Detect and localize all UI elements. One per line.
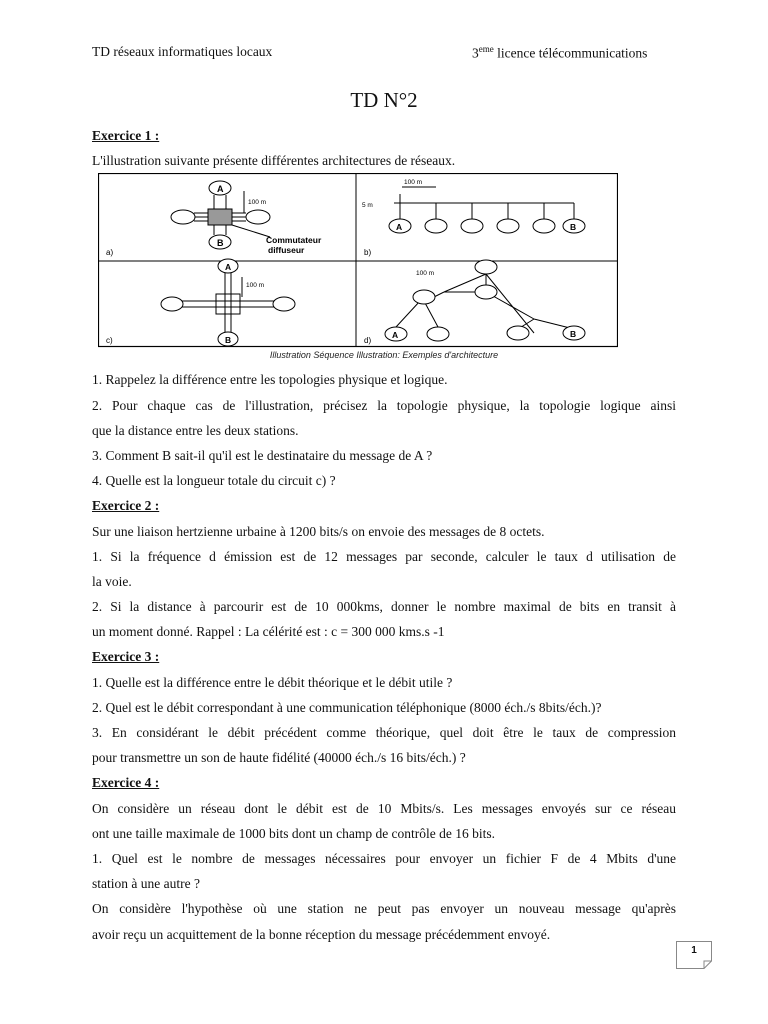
network-architectures-figure — [92, 173, 676, 367]
exercise-4-heading: Exercice 4 : — [92, 775, 160, 791]
panel-a-station-b-label: B — [217, 238, 224, 249]
panel-b-distance-label: 100 m — [404, 179, 423, 187]
exercise-1-question-1: 1. Rappelez la différence entre les topologies physique et logique. — [92, 372, 448, 388]
exercise-4-line-6: avoir reçu un acquittement de la bonne réception du message précédemment envoyé. — [92, 926, 551, 942]
panel-d-station-b-label: B — [570, 329, 577, 340]
exercise-1-heading: Exercice 1 : — [92, 128, 160, 143]
exercise-1-question-4: 4. Quelle est la longueur totale du circuit c) ? — [92, 473, 336, 489]
panel-d-distance-label: 100 m — [416, 270, 435, 278]
exercise-4-line-4: station à une autre ? — [92, 876, 200, 892]
panel-d-station-a-label: A — [392, 330, 399, 341]
panel-a-distance-label: 100 m — [248, 199, 267, 207]
panel-b-height-label: 5 m — [362, 202, 373, 210]
exercise-2-heading: Exercice 2 : — [92, 498, 160, 514]
page-number: 1 — [691, 945, 697, 956]
exercise-4-line-3: 1. Quel est le nombre de messages nécessaires pour envoyer un fichier F de 4 Mbits d'une — [92, 850, 676, 866]
panel-b-bus — [389, 187, 585, 233]
header-level-number: 3 — [472, 45, 479, 61]
exercise-3-line-2: 2. Quel est le débit correspondant à une communication téléphonique (8000 éch./s 8bits/éch.)? — [92, 699, 602, 715]
panel-c-station-a-label: A — [225, 262, 232, 273]
exercise-4-line-2: ont une taille maximale de 1000 bits dont un champ de contrôle de 16 bits. — [92, 825, 496, 841]
exercise-3-line-1: 1. Quelle est la différence entre le débit théorique et le débit utile ? — [92, 674, 453, 690]
exercise-2-line-4: 2. Si la distance à parcourir est de 10 000kms, donner le nombre maximal de bits en transit à — [92, 599, 676, 615]
exercise-1-question-3: 3. Comment B sait-il qu'il est le destinataire du message de A ? — [92, 447, 433, 463]
panel-c-station-b-label: B — [225, 335, 232, 346]
page-title: TD N°2 — [350, 88, 418, 112]
panel-a-switch-label-1: Commutateur — [266, 235, 322, 246]
exercise-2-line-2: 1. Si la fréquence d émission est de 12 messages par seconde, calculer le taux d utilisation de — [92, 548, 676, 564]
panel-a-switch-label-2: diffuseur — [268, 245, 305, 256]
exercise-4-line-1: On considère un réseau dont le débit est de 10 Mbits/s. Les messages envoyés sur ce réseau — [92, 800, 676, 816]
exercise-3-line-3: 3. En considérant le débit précédent comme théorique, quel doit être le taux de compression — [92, 725, 676, 740]
header-level-sup: eme — [478, 44, 494, 54]
panel-b-letter: b) — [364, 248, 372, 258]
header-level-text: licence télécommunications — [493, 45, 648, 61]
panel-c-star-ring — [161, 259, 295, 346]
exercise-1-question-2-cont: que la distance entre les deux stations. — [92, 422, 299, 438]
exercise-3-heading: Exercice 3 : — [92, 649, 160, 665]
panel-c-letter: c) — [106, 336, 113, 346]
panel-b-station-a-label: A — [396, 222, 403, 233]
panel-b-station-b-label: B — [570, 222, 577, 233]
exercise-1-question-2: 2. Pour chaque cas de l'illustration, précisez la topologie physique, la topologie logique ainsi — [92, 397, 676, 413]
header-level — [472, 44, 647, 62]
document-body — [92, 123, 676, 947]
panel-d-tree — [385, 260, 585, 341]
figure-caption: Illustration Séquence Illustration: Exemples d'architecture — [269, 350, 499, 361]
exercise-4-line-5: On considère l'hypothèse où une station ne peut pas envoyer un nouveau message qu'après — [92, 901, 676, 917]
header-course-title: TD réseaux informatiques locaux — [92, 44, 273, 59]
panel-a-station-a-label: A — [217, 184, 224, 195]
exercise-3-line-4: pour transmettre un son de haute fidélité (40000 éch./s 16 bits/éch.) ? — [92, 750, 466, 766]
architectures-diagram — [98, 173, 618, 349]
exercise-1-intro: L'illustration suivante présente différentes architectures de réseaux. — [92, 153, 456, 169]
exercise-2-line-1: Sur une liaison hertzienne urbaine à 1200 bits/s on envoie des messages de 8 octets. — [92, 523, 545, 539]
exercise-2-line-5: un moment donné. Rappel : La célérité est : c = 300 000 kms.s -1 — [92, 624, 445, 640]
exercise-2-line-3: la voie. — [92, 573, 132, 589]
panel-a-letter: a) — [106, 248, 114, 258]
panel-c-distance-label: 100 m — [246, 282, 265, 290]
panel-d-letter: d) — [364, 336, 372, 346]
